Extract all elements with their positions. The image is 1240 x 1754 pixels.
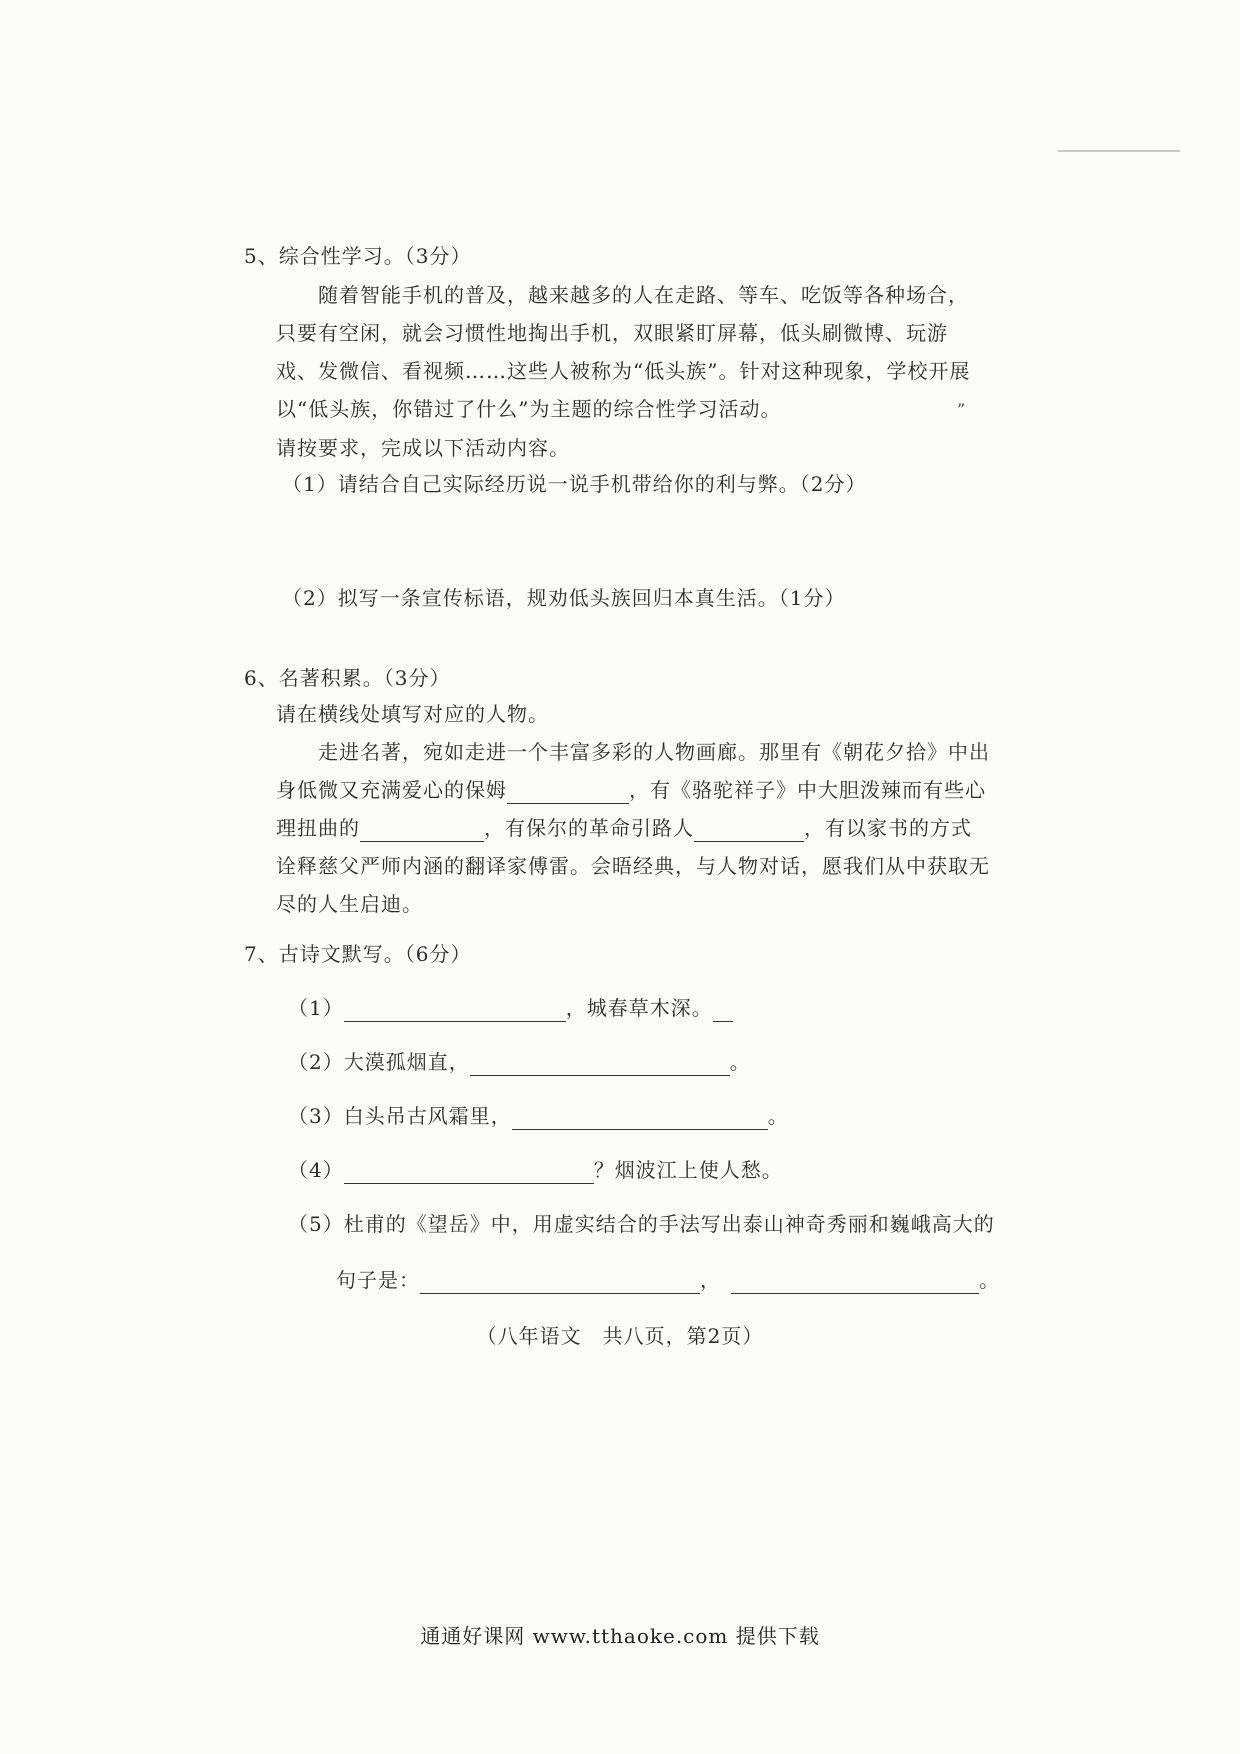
- q5-passage: [276, 276, 978, 428]
- q7-item-4-text: ？烟波江上使人愁。: [593, 1158, 783, 1182]
- q6-line-1: 走进名著，宛如走进一个丰富多彩的人物画廊。那里有《朝花夕拾》中出: [318, 740, 990, 764]
- q5-title: 5、综合性学习。（3分）: [244, 244, 472, 268]
- q7-item-5-comma: ，: [700, 1268, 721, 1292]
- q7-item-5-answer-line: [336, 1266, 1000, 1294]
- scan-artifact-line: [1058, 150, 1180, 152]
- answer-blank-7-4[interactable]: [344, 1159, 594, 1184]
- answer-blank-7-5b[interactable]: [731, 1269, 979, 1294]
- q7-item-3-text: （3）白头吊古风霜里，: [288, 1104, 512, 1128]
- q5-line-4: 头族，你错过了什么”为主题的综合性学习活动。: [329, 397, 782, 421]
- q7-item-5-end: 。: [979, 1268, 1000, 1292]
- stray-mark: ”: [957, 400, 966, 419]
- q6-line-5: 尽的人生启迪。: [276, 892, 423, 916]
- q5-subquestion-1: （1）请结合自己实际经历说一说手机带给你的利与弊。（2分）: [282, 472, 867, 496]
- q6-line-3b: ，有保尔的革命引路人: [484, 816, 694, 840]
- q7-item-1: [288, 994, 733, 1022]
- answer-blank-7-5a[interactable]: [420, 1269, 700, 1294]
- answer-blank-7-2[interactable]: [470, 1051, 730, 1076]
- q6-title: 6、名著积累。（3分）: [244, 666, 451, 690]
- answer-blank-character[interactable]: [360, 817, 484, 842]
- q6-line-2b: ，有《骆驼祥子》中大胆泼辣而有些心: [629, 778, 986, 802]
- source-watermark: 通通好课网 www.tthaoke.com 提供下载: [420, 1624, 820, 1648]
- q7-item-5-lead: 句子是：: [336, 1268, 420, 1292]
- q6-line-3c: ，有以家书的方式: [804, 816, 972, 840]
- q7-item-3: [288, 1102, 789, 1130]
- q6-line-2a: 身低微又充满爱心的保姆: [276, 778, 507, 802]
- stray-underline: [713, 997, 733, 1022]
- q7-item-2-text: （2）大漠孤烟直，: [288, 1050, 470, 1074]
- q7-item-1-number: （1）: [288, 996, 344, 1020]
- q7-item-3-end: 。: [767, 1104, 789, 1128]
- q6-line-3a: 理扭曲的: [276, 816, 360, 840]
- answer-blank-mentor[interactable]: [694, 817, 804, 842]
- q7-item-2: [288, 1048, 751, 1076]
- answer-blank-nanny[interactable]: [507, 779, 629, 804]
- q7-item-2-end: 。: [729, 1050, 751, 1074]
- q6-line-3: [276, 814, 972, 842]
- q7-item-1-text: ，城春草木深。: [565, 996, 713, 1020]
- q6-instruction: 请在横线处填写对应的人物。: [276, 702, 549, 726]
- q7-item-4: [288, 1156, 783, 1184]
- page-number-footer: （八年语文 共八页，第2页）: [476, 1324, 764, 1348]
- q5-instruction: 请按要求，完成以下活动内容。: [276, 436, 570, 460]
- q6-line-4: 诠释慈父严师内涵的翻译家傅雷。会晤经典，与人物对话，愿我们从中获取无: [276, 854, 990, 878]
- q7-item-4-number: （4）: [288, 1158, 344, 1182]
- q7-title: 7、古诗文默写。（6分）: [244, 942, 472, 966]
- q7-item-5: （5）杜甫的《望岳》中，用虚实结合的手法写出泰山神奇秀丽和巍峨高大的: [288, 1212, 995, 1236]
- q5-line-2: 要有空闲，就会习惯性地掏出手机，双眼紧盯屏幕，低头刷微博、玩游戏、发: [276, 321, 948, 383]
- answer-blank-7-3[interactable]: [512, 1105, 768, 1130]
- q6-line-2: [276, 776, 986, 804]
- q5-line-3: 微信、看视频……这些人被称为“低头族”。针对这种现象，学校开展以“低: [276, 359, 971, 421]
- q5-line-1: 随着智能手机的普及，越来越多的人在走路、等车、吃饭等各种场合，只: [276, 283, 969, 345]
- answer-blank-7-1[interactable]: [344, 997, 566, 1022]
- q5-subquestion-2: （2）拟写一条宣传标语，规劝低头族回归本真生活。（1分）: [282, 586, 846, 610]
